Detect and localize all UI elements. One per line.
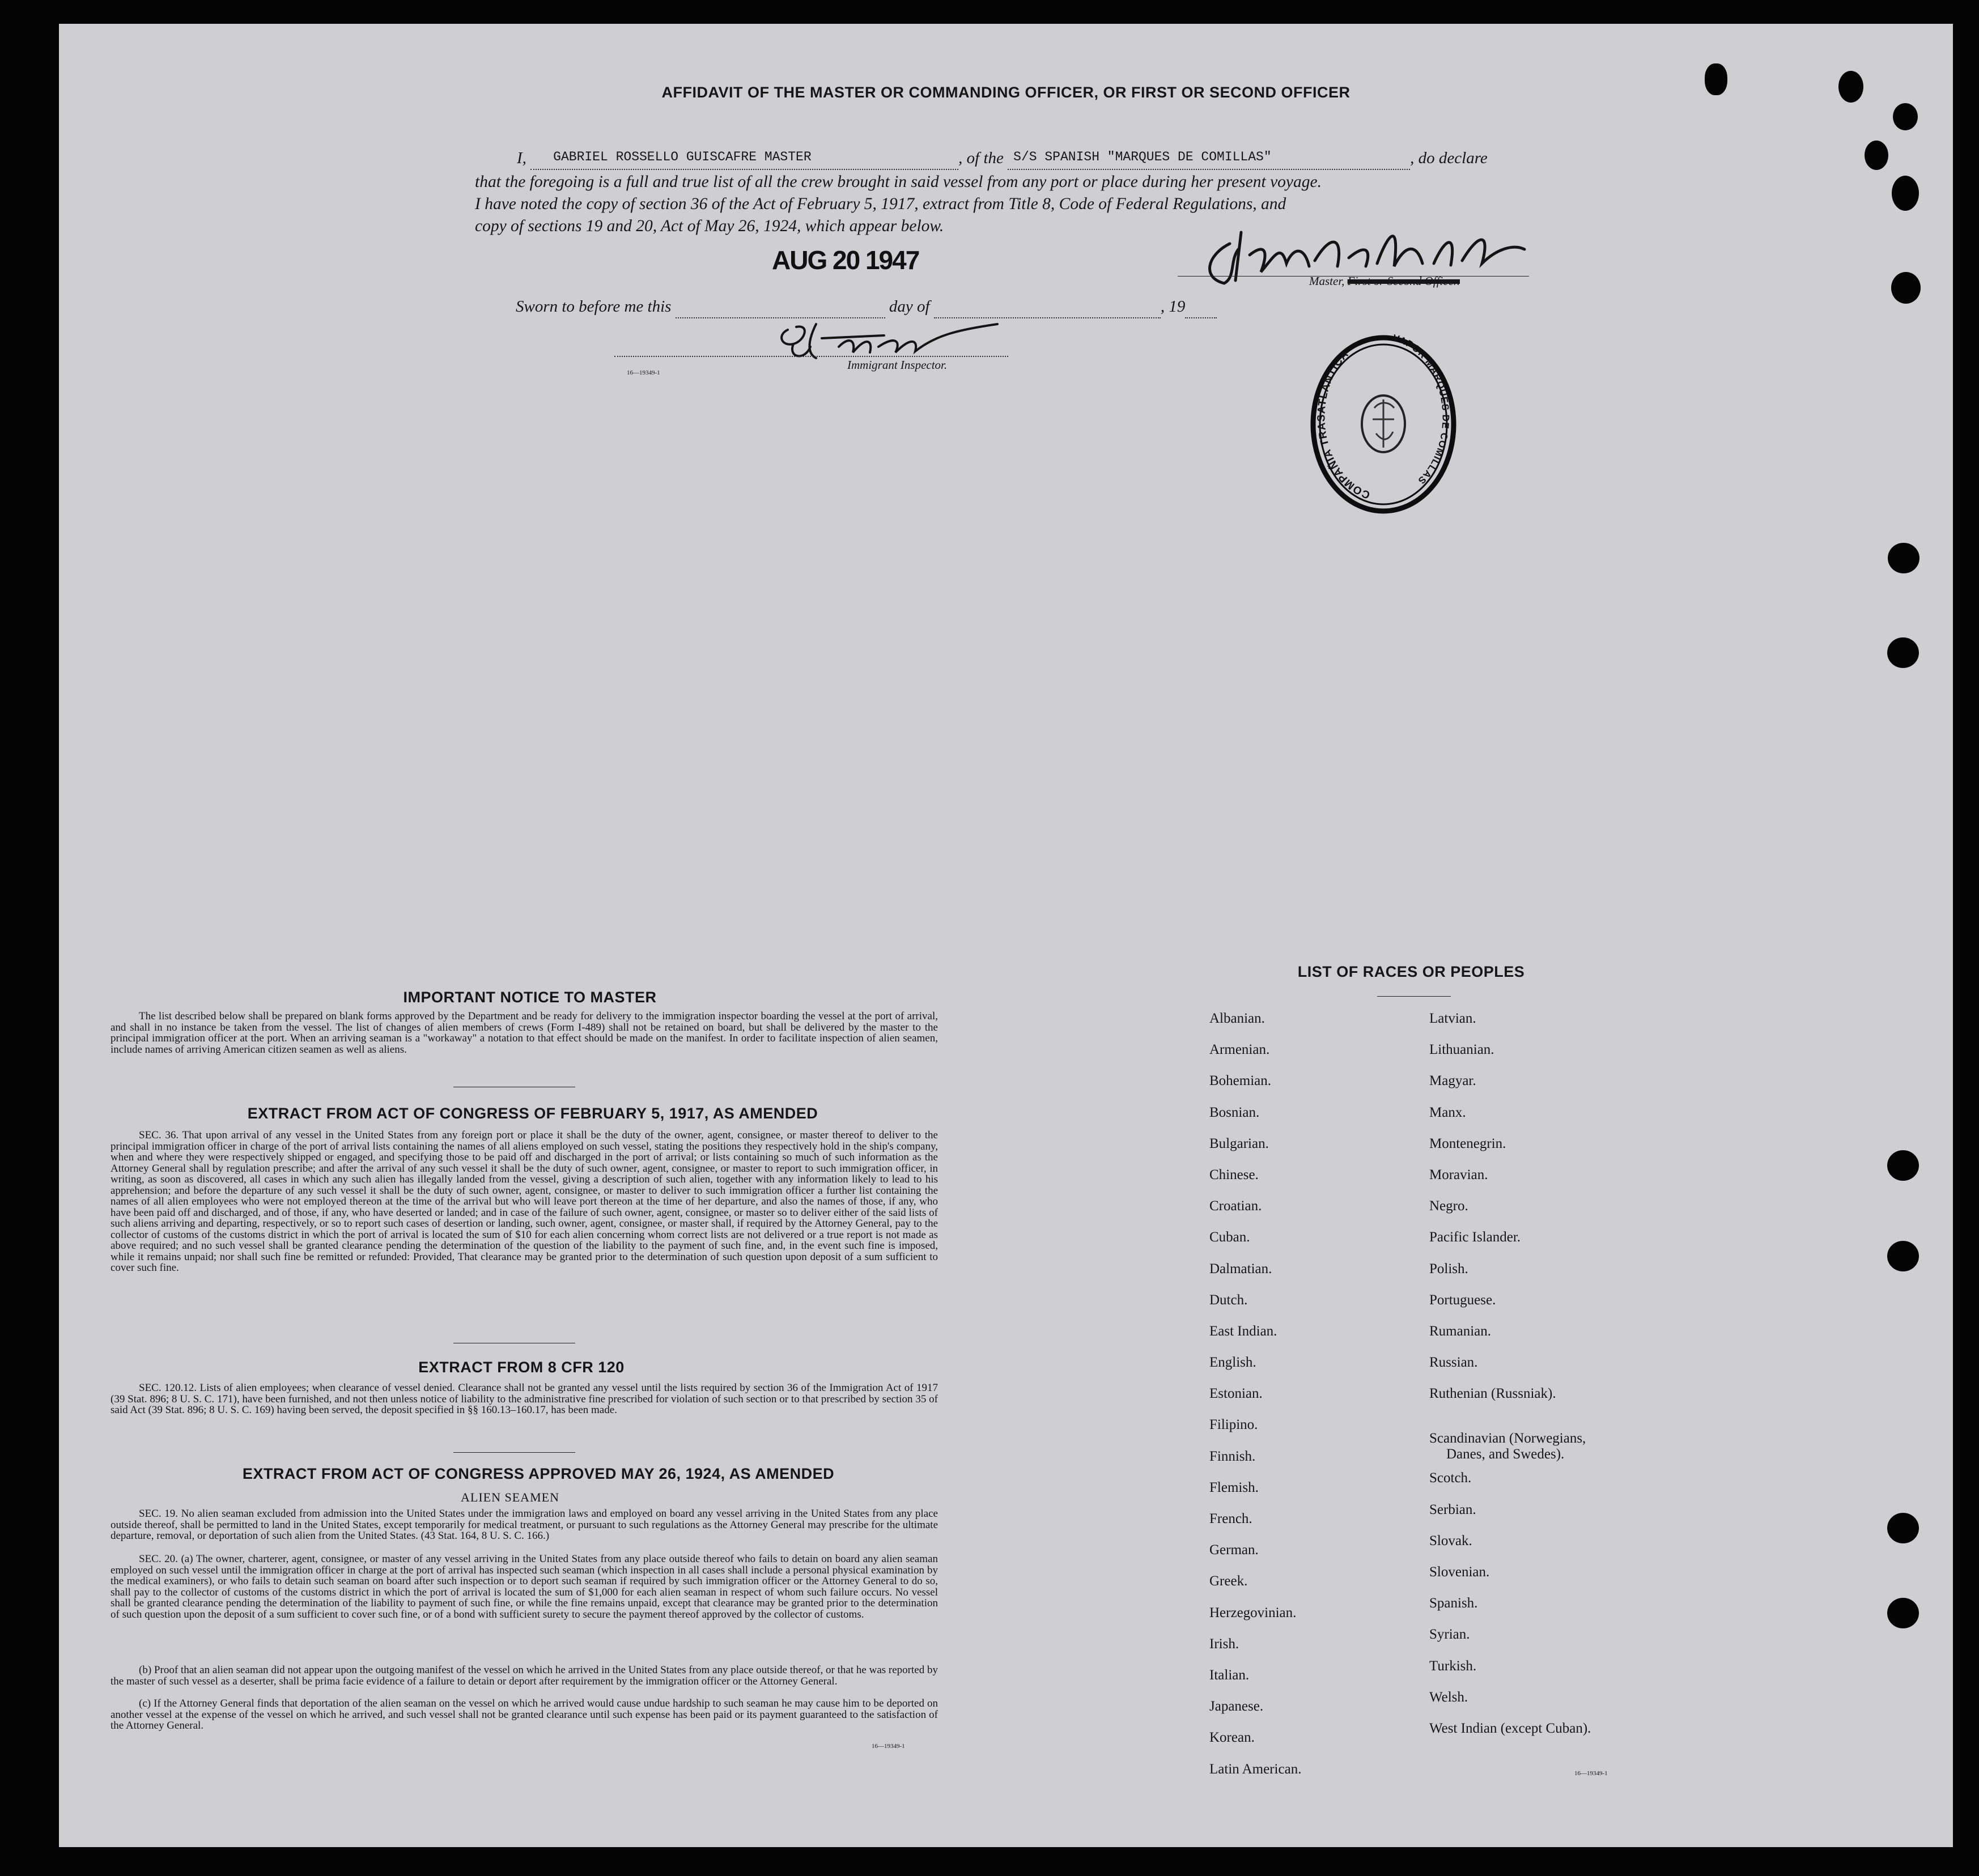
race-item: Dalmatian. [1209, 1261, 1272, 1277]
sworn-text: Sworn to before me this [516, 297, 672, 316]
punch-hole [1887, 637, 1919, 668]
race-item: Russian. [1429, 1355, 1478, 1371]
struck-caption-text: First or Second Officer. [1347, 274, 1460, 288]
extract-1924-sec20a: SEC. 20. (a) The owner, charterer, agent, consignee, or master of any vessel arriving in the United States from any place outside thereof who fails to detain on board any alien seaman employed on such vessel until the immigration officer in charge at the port of arrival has inspected such seaman (which inspection in all cases shall include a personal physical examination by the medical examiners), or who fails to detain such seaman on board after such inspection or to deport such seaman if required by such immigration officer or the Attorney General to do so, shall pay to the collector of customs of the customs district in which the port of arrival is located the sum of $1,000 for each alien seaman in respect of whom such failure occurs. No vessel shall be granted clearance pending the determination of the liability to payment of such fine, or while the fine remains unpaid, except that clearance may be granted prior to the determination of such question upon the deposit of a sum sufficient to cover such fine, or of a bond with sufficient surety to secure the payment thereof approved by the collector of customs. [111, 1553, 938, 1620]
race-item: Herzegovinian. [1209, 1605, 1297, 1620]
race-item: Danes, and Swedes). [1446, 1447, 1565, 1462]
race-item: Bosnian. [1209, 1104, 1260, 1120]
race-item: Greek. [1209, 1573, 1248, 1589]
race-item: Welsh. [1429, 1689, 1468, 1705]
extract-1924-sec20c: (c) If the Attorney General finds that deportation of the alien seaman on the vessel on which he arrived would cause undue hardship to such seaman he may cause him to be deported on another vessel at the expense of the vessel on which he arrived, and such vessel shall not be granted clearance until such expense has been paid or its payment guaranteed to the satisfaction of the Attorney General. [111, 1698, 938, 1732]
extract-form-number: 16—19349-1 [872, 1743, 905, 1750]
punch-hole [1865, 141, 1888, 170]
race-item: Chinese. [1209, 1167, 1259, 1182]
race-item: Cuban. [1209, 1230, 1250, 1245]
race-item: Scandinavian (Norwegians, [1429, 1431, 1586, 1447]
race-item: German. [1209, 1542, 1259, 1558]
race-item: Flemish. [1209, 1479, 1259, 1495]
declaration-i: I, [517, 149, 526, 167]
race-item: Moravian. [1429, 1167, 1488, 1182]
race-item: English. [1209, 1355, 1256, 1371]
alien-seamen-subheading: ALIEN SEAMEN [461, 1490, 559, 1504]
year-prefix-text: , 19 [1160, 297, 1186, 316]
extract-1924-heading: EXTRACT FROM ACT OF CONGRESS APPROVED MAY 26, 1924, AS AMENDED [242, 1465, 835, 1482]
race-item: Scotch. [1429, 1470, 1472, 1486]
races-heading: LIST OF RACES OR PEOPLES [1297, 963, 1525, 980]
punch-hole [1887, 1241, 1919, 1271]
race-item: Negro. [1429, 1198, 1468, 1214]
company-seal [1309, 334, 1458, 514]
date-stamp: AUG 20 1947 [772, 245, 919, 275]
punch-hole [1705, 63, 1727, 95]
race-item: Irish. [1209, 1636, 1239, 1652]
race-item: Syrian. [1429, 1627, 1470, 1643]
race-item: West Indian (except Cuban). [1429, 1720, 1591, 1736]
master-caption-text: Master, [1309, 274, 1345, 288]
master-caption [1309, 274, 1460, 288]
seal-top-text: COMPAÑIA TRASATLANTICA [1315, 348, 1372, 501]
do-declare-text: , do declare [1410, 149, 1488, 167]
punch-hole [1887, 1598, 1919, 1628]
seal-emblem-icon [1362, 395, 1405, 452]
race-item: Lithuanian. [1429, 1042, 1494, 1058]
affidavit-form-number: 16—19349-1 [627, 369, 660, 376]
punch-hole [1838, 71, 1863, 103]
divider [1377, 996, 1451, 997]
race-item: Albanian. [1209, 1011, 1265, 1026]
race-item: Japanese. [1209, 1699, 1264, 1715]
punch-hole [1888, 543, 1919, 573]
affidavit-heading: AFFIDAVIT OF THE MASTER OR COMMANDING OFFICER, OR FIRST OR SECOND OFFICER [661, 84, 1351, 101]
race-item: Ruthenian (Russniak). [1429, 1386, 1556, 1402]
extract-1924-sec20b: (b) Proof that an alien seaman did not appear upon the outgoing manifest of the vessel on which he arrived in the United States from any place outside thereof, or that he was reported by the master of such vessel as a deserter, shall be prima facie evidence of a failure to detain or deport after requirement by the immigration officer or the Attorney General. [111, 1664, 938, 1687]
races-column-1 [1209, 1011, 1301, 1793]
race-item: Magyar. [1429, 1073, 1476, 1089]
extract-1917-body: SEC. 36. That upon arrival of any vessel in the United States from any foreign port or place it shall be the duty of the owner, agent, consignee, or master thereof to deliver to the principal immigration officer in charge of the port of arrival lists containing the names of all aliens employed on such vessel, stating the positions they respectively hold in the ship's company, when and where they were respectively shipped or engaged, and specifying those to be paid off and discharged in the port of arrival; or lists containing so much of such information as the Attorney General shall by regulation prescribe; and after the arrival of any such vessel it shall be the duty of such owner, agent, consignee, or master to report to such immigration officer, in writing, as soon as discovered, all cases in which any such alien has illegally landed from the vessel, giving a description of such alien, together with any information likely to lead to his apprehension; and before the departure of any such vessel it shall be the duty of such owner, agent, consignee, or master to deliver to such immigration officer a further list containing the names of all alien employees who were not employed thereon at the time of the arrival but who will leave port thereon at the time of her departure, and also the names of those, if any, who have been paid off and discharged, and of those, if any, who have deserted or landed; and in case of the failure of such owner, agent, consignee, or master so to deliver either of the said lists of such aliens arriving and departing, respectively, or so to report such cases of desertion or landing, such owner, agent, consignee, or master shall, if required by the Attorney General, pay to the collector of customs of the customs district in which the port of arrival is located the sum of $10 for each alien concerning whom correct lists are not delivered or a true report is not made as above required; and no such vessel shall be granted clearance pending the determination of the question of the liability to the payment of such fine, and, in the event such fine is imposed, while it remains unpaid; nor shall such fine be remitted or refunded: Provided, That clearance may be granted prior to the determination of such question upon deposit of a sum sufficient to cover such fine. [111, 1129, 938, 1274]
race-item: Manx. [1429, 1104, 1466, 1120]
race-item: Filipino. [1209, 1417, 1258, 1433]
vessel-value: S/S SPANISH "MARQUES DE COMILLAS" [1013, 150, 1272, 164]
race-item: Bulgarian. [1209, 1135, 1269, 1151]
master-name-value: GABRIEL ROSSELLO GUISCAFRE MASTER [553, 150, 812, 164]
race-item: East Indian. [1209, 1323, 1277, 1339]
punch-hole [1891, 272, 1921, 304]
race-item: Portuguese. [1429, 1292, 1496, 1308]
race-item: Croatian. [1209, 1198, 1262, 1214]
race-item: French. [1209, 1511, 1252, 1526]
seal-bottom-text: VAPOR MARQUES DE COMILLAS [1391, 334, 1451, 487]
race-item: Armenian. [1209, 1042, 1270, 1058]
day-of-text: day of [889, 297, 930, 316]
race-item: Korean. [1209, 1730, 1255, 1746]
race-item: Montenegrin. [1429, 1135, 1506, 1151]
race-item: Spanish. [1429, 1596, 1478, 1611]
vessel-field [1008, 145, 1410, 170]
notice-heading: IMPORTANT NOTICE TO MASTER [403, 989, 657, 1006]
declaration-line-4: copy of sections 19 and 20, Act of May 26, 1924, which appear below. [475, 217, 944, 235]
extract-1917-heading: EXTRACT FROM ACT OF CONGRESS OF FEBRUARY 5, 1917, AS AMENDED [247, 1105, 818, 1122]
svg-text:COMPAÑIA TRASATLANTICA [1315, 348, 1371, 501]
punch-hole [1893, 103, 1918, 130]
master-name-field [530, 145, 958, 170]
race-item: Dutch. [1209, 1292, 1248, 1308]
notice-body: The list described below shall be prepared on blank forms approved by the Department and be ready for delivery to the immigration inspector boarding the vessel at the port of arrival, and shall in no instance be taken from the vessel. The list of changes of alien members of crews (Form I-489) shall not be retained on board, but shall be delivered by the master to the principal immigration officer at the port. When an arriving seaman is a "workaway" a notation to that effect should be made on the manifest. In order to facilitate inspection of alien seamen, include names of arriving American citizen seamen as well as aliens. [111, 1010, 938, 1056]
inspector-caption: Immigrant Inspector. [847, 358, 948, 372]
race-item: Estonian. [1209, 1386, 1263, 1402]
punch-hole [1887, 1513, 1919, 1543]
race-item: Italian. [1209, 1667, 1250, 1683]
svg-text:VAPOR MARQUES DE COMILLAS [1392, 334, 1451, 486]
race-item: Turkish. [1429, 1658, 1477, 1674]
inspector-signature-line [614, 356, 1008, 357]
race-item: Polish. [1429, 1261, 1468, 1277]
declaration-line-2: that the foregoing is a full and true list of all the crew brought in said vessel from any port or place during her present voyage. [475, 173, 1322, 191]
race-item: Bohemian. [1209, 1073, 1272, 1089]
declaration-line-1 [517, 145, 1531, 170]
extract-cfr-body: SEC. 120.12. Lists of alien employees; when clearance of vessel denied. Clearance shall not be granted any vessel until the lists required by section 36 of the Immigration Act of 1917 (39 Stat. 896; 8 U. S. C. 171), have been furnished, and not then unless notice of liability to the administrative fine prescribed for violation of such section or to that prescribed by section 35 of said Act (39 Stat. 896; 8 U. S. C. 169) having been served, the deposit specified in §§ 160.13–160.17, has been made. [111, 1382, 938, 1416]
races-column-2 [1429, 1011, 1591, 1752]
race-item: Slovenian. [1429, 1564, 1490, 1580]
of-the-text: , of the [958, 149, 1004, 167]
divider [453, 1452, 575, 1453]
race-item: Latvian. [1429, 1011, 1476, 1026]
races-form-number: 16—19349-1 [1574, 1770, 1608, 1777]
declaration-line-3: I have noted the copy of section 36 of the Act of February 5, 1917, extract from Title 8, Code of Federal Regulations, and [475, 195, 1286, 213]
race-item: Pacific Islander. [1429, 1230, 1521, 1245]
race-item: Rumanian. [1429, 1323, 1492, 1339]
extract-cfr-heading: EXTRACT FROM 8 CFR 120 [418, 1359, 625, 1376]
race-item: Slovak. [1429, 1533, 1472, 1549]
sworn-year-field [1185, 317, 1217, 318]
race-item: Finnish. [1209, 1448, 1256, 1464]
race-item: Serbian. [1429, 1501, 1476, 1517]
race-item: Latin American. [1209, 1761, 1302, 1777]
punch-hole [1892, 176, 1919, 211]
punch-hole [1887, 1150, 1919, 1181]
extract-1924-sec19: SEC. 19. No alien seaman excluded from admission into the United States under the immigration laws and employed on board any vessel arriving in the United States from any place outside thereof, shall be permitted to land in the United States, except temporarily for medical treatment, or pursuant to such regulations as the Attorney General may prescribe for the ultimate departure, removal, or deportation of such alien from the United States. (43 Stat. 164, 8 U. S. C. 166.) [111, 1508, 938, 1542]
